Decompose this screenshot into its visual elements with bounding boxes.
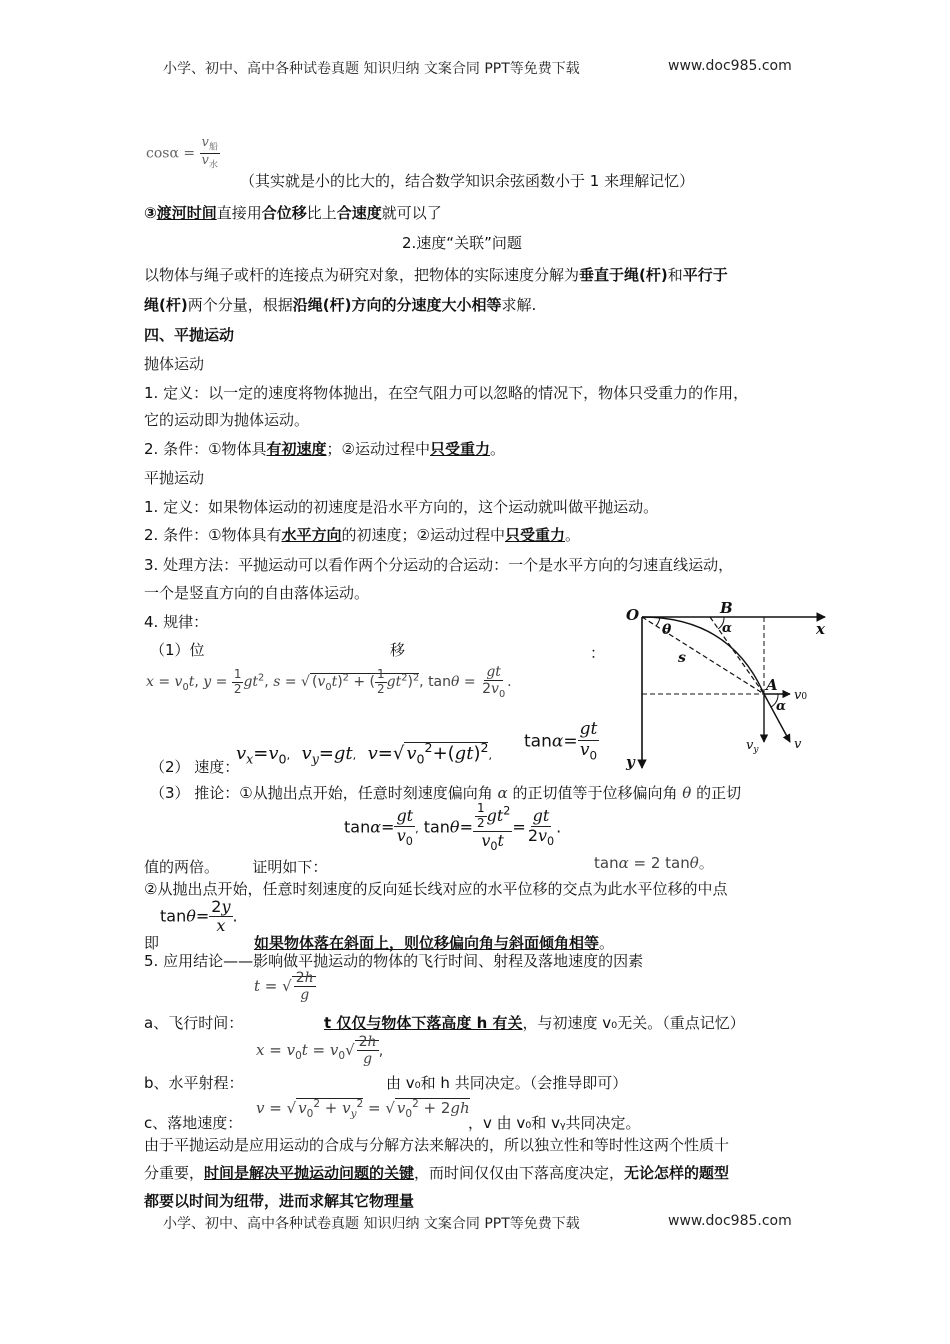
law1-label: （1）位 xyxy=(150,641,205,659)
inference-1-line2: 值的两倍。 证明如下： xyxy=(144,858,328,876)
landing-speed-formula: v = √ $v_0^2 + v_y^2$ = √ $v_0^2 + 2gh$ xyxy=(256,1098,470,1120)
flight-time-formula: t = √ $\frac{2h}{g}$ xyxy=(254,970,314,1004)
section-title-velocity-link: 2.速度“关联”问题 xyxy=(402,234,522,252)
app-c-text: ，v 由 v₀和 vᵧ共同决定。 xyxy=(468,1114,641,1132)
app-a-label: a、飞行时间： xyxy=(144,1014,244,1032)
method-2: 一个是竖直方向的自由落体运动。 xyxy=(144,584,370,602)
flat-def: 1. 定义：如果物体运动的初速度是沿水平方向的，这个运动就叫做平抛运动。 xyxy=(144,498,659,516)
range-formula: $x = v_0t = v_0√$ $\frac{2h}{g}$ , xyxy=(256,1034,384,1068)
label-s: s xyxy=(678,650,686,666)
summary-2: 分重要，时间是解决平抛运动问题的关键，而时间仅仅由下落高度决定，无论怎样的题型 xyxy=(144,1164,730,1182)
para-link-1: 以物体与绳子或杆的连接点为研究对象，把物体的实际速度分解为垂直于绳(杆)和平行于 xyxy=(144,266,728,284)
throw-def-2: 它的运动即为抛体运动。 xyxy=(144,411,310,429)
flat-cond: 2. 条件：①物体具有水平方向的初速度；②运动过程中只受重力。 xyxy=(144,526,581,544)
label-vy: $v_y$ xyxy=(746,738,759,755)
law-title: 4. 规律： xyxy=(144,613,209,631)
law2-label: （2） 速度： xyxy=(150,758,240,776)
header-text: 小学、初中、高中各种试卷真题 知识归纳 文案合同 PPT等免费下载 xyxy=(163,61,580,77)
displacement-formula: $x = v_0t$, y = $\frac{1}{2}$ $gt^2$, s = √ $(v_0t)^2$ + ( $\frac{1}{2}$ $gt^2)^2$, tanθ = $\frac{gt}{2v_0}$ . xyxy=(146,664,512,700)
inference-1-line1: （3） 推论：①从抛出点开始，任意时刻速度偏向角 α 的正切值等于位移偏向角 θ 的正切 xyxy=(150,784,742,802)
label-O: O xyxy=(626,606,640,624)
tan-double-formula: tanα = 2 tanθ。 xyxy=(594,854,714,872)
app-a-text: t 仅仅与物体下落高度 h 有关，与初速度 v₀无关。（重点记忆） xyxy=(324,1014,745,1032)
label-alpha-2: α xyxy=(776,699,787,714)
subheading-flat: 平抛运动 xyxy=(144,469,205,487)
method-1: 3. 处理方法：平抛运动可以看作两个分运动的合运动：一个是水平方向的匀速直线运动， xyxy=(144,556,734,574)
inference-2: ②从抛出点开始，任意时刻速度的反向延长线对应的水平位移的交点为此水平位移的中点 xyxy=(144,880,728,898)
section-title-projectile: 四、平抛运动 xyxy=(144,326,235,344)
throw-def-1: 1. 定义：以一定的速度将物体抛出，在空气阻力可以忽略的情况下，物体只受重力的作用， xyxy=(144,384,749,402)
label-A: A xyxy=(766,676,778,694)
law1-label2: 移 xyxy=(390,641,406,659)
cos-formula: cosα = $\frac{v_船}{v_水}$ xyxy=(146,135,219,171)
slope-note: 如果物体落在斜面上，则位移偏向角与斜面倾角相等。 xyxy=(254,934,615,952)
river-time-item: ③渡河时间直接用合位移比上合速度就可以了 xyxy=(144,204,442,222)
app-b-text: 由 v₀和 h 共同决定。（会推导即可） xyxy=(386,1074,628,1092)
projectile-diagram xyxy=(620,596,840,774)
label-x: x xyxy=(816,620,825,638)
velocity-formula: $v_x=v_0$, $v_y=gt$, v=√ $v_0^2+(gt)^2$, xyxy=(236,740,492,767)
summary-1: 由于平抛运动是应用运动的合成与分解方法来解决的，所以独立性和等时性这两个性质十 xyxy=(144,1136,730,1154)
label-v0: v0 xyxy=(794,688,808,703)
footer-url[interactable]: www.doc985.com xyxy=(668,1213,792,1229)
app-b-label: b、水平射程： xyxy=(144,1074,244,1092)
law1-colon: ： xyxy=(590,644,606,662)
label-v: v xyxy=(794,737,802,752)
tan-alpha-formula: tanα= $\frac{gt}{v_0}$ xyxy=(524,719,598,762)
para-link-2: 绳(杆)两个分量，根据沿绳(杆)方向的分速度大小相等求解. xyxy=(144,296,537,314)
inference-2-ji: 即 xyxy=(144,934,160,952)
label-alpha-1: α xyxy=(722,621,733,636)
cos-note: （其实就是小的比大的，结合数学知识余弦函数小于 1 来理解记忆） xyxy=(240,172,695,190)
proof-formula: tanα= $\frac{gt}{v_0}$ , tanθ= $\frac{1}{2}$ $gt^2$ $v_0t$ = $\frac{gt}{2v_0}$ . xyxy=(344,801,562,853)
tan-theta-2y-x: tanθ= $\frac{2y}{x}$ . xyxy=(160,897,238,936)
app-c-label: c、落地速度： xyxy=(144,1114,243,1132)
application-title: 5. 应用结论——影响做平抛运动的物体的飞行时间、射程及落地速度的因素 xyxy=(144,952,644,970)
label-theta: θ xyxy=(662,622,672,638)
summary-3: 都要以时间为纽带，进而求解其它物理量 xyxy=(144,1192,415,1210)
footer-text: 小学、初中、高中各种试卷真题 知识归纳 文案合同 PPT等免费下载 xyxy=(163,1216,580,1232)
subheading-throw: 抛体运动 xyxy=(144,355,205,373)
label-y: y xyxy=(626,753,635,771)
throw-cond: 2. 条件：①物体具有初速度；②运动过程中只受重力。 xyxy=(144,440,506,458)
header-url[interactable]: www.doc985.com xyxy=(668,58,792,74)
label-B: B xyxy=(720,599,733,617)
